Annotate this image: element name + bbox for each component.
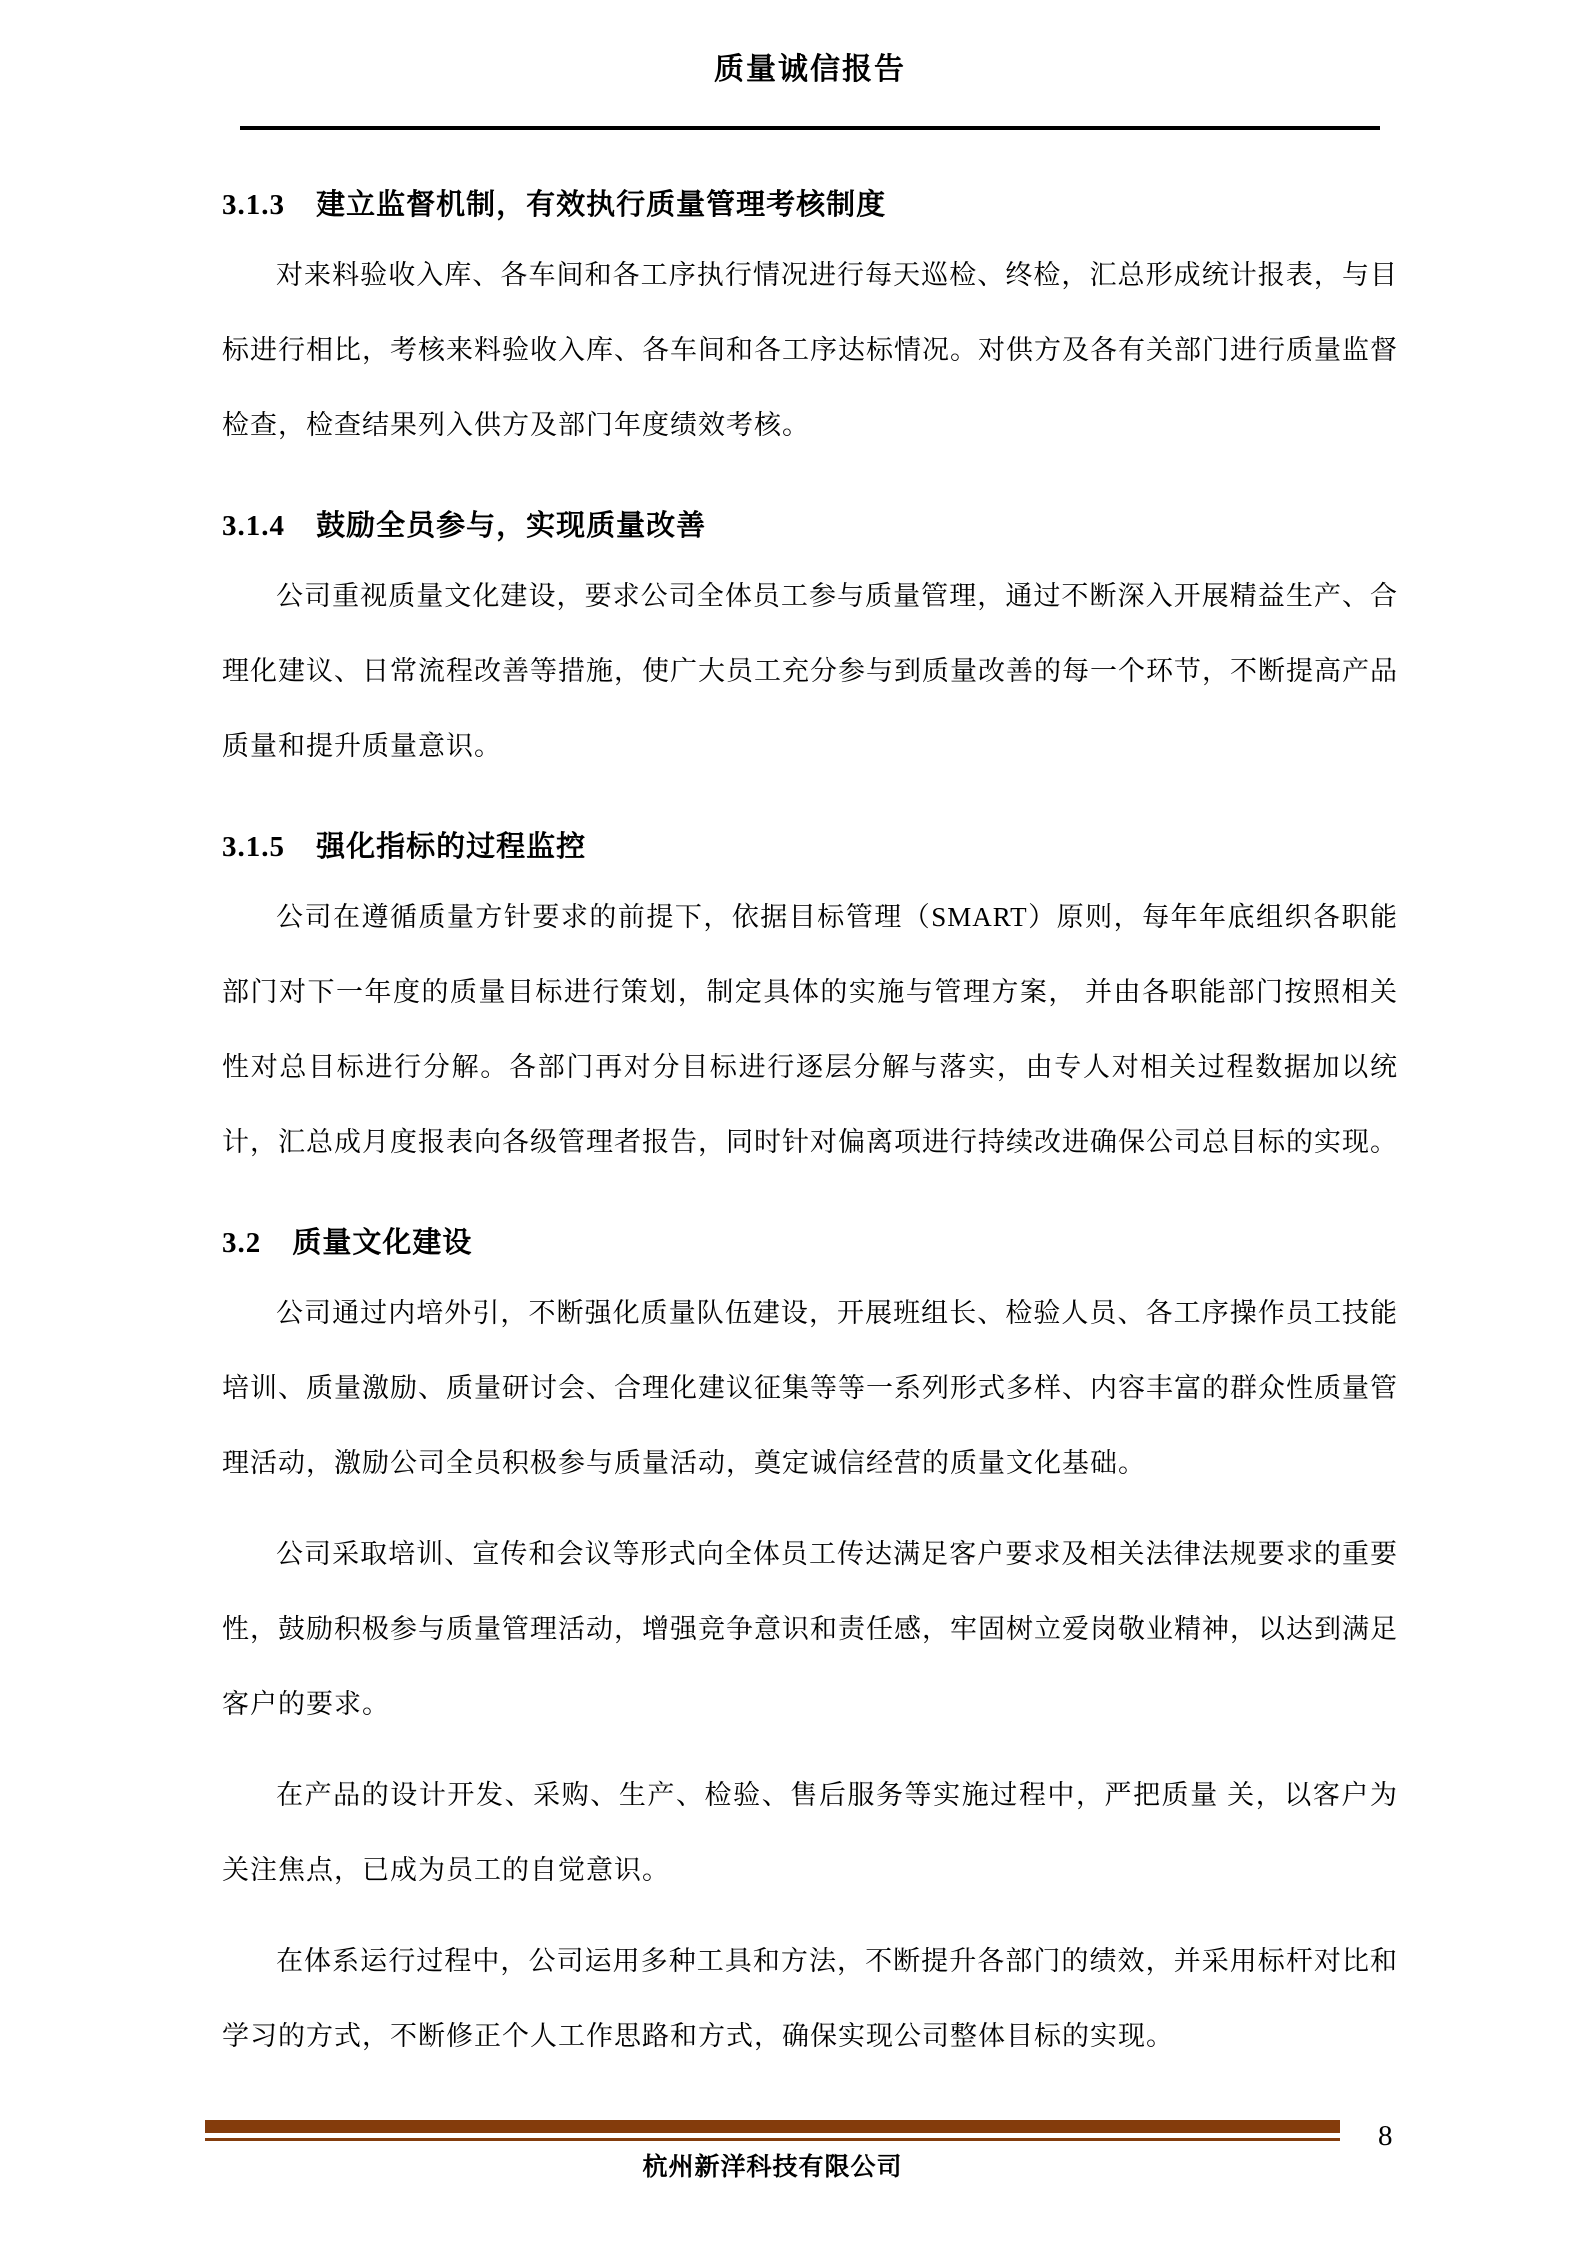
- paragraph: 在体系运行过程中，公司运用多种工具和方法，不断提升各部门的绩效，并采用标杆对比和学习的方式，不断修正个人工作思路和方式，确保实现公司整体目标的实现。: [222, 1946, 1398, 2051]
- section-number: 3.2: [222, 1227, 262, 1259]
- footer-company-name: 杭州新洋科技有限公司: [642, 2153, 903, 2181]
- page-footer: [0, 2112, 1588, 2245]
- page-content: [0, 50, 1588, 2074]
- header-divider: [240, 126, 1380, 130]
- paragraph: 公司重视质量文化建设，要求公司全体员工参与质量管理，通过不断深入开展精益生产、合理化建议、日常流程改善等措施，使广大员工充分参与到质量改善的每一个环节，不断提高产品质量和提升质量意识。: [222, 581, 1398, 761]
- page-header-title: 质量诚信报告: [714, 53, 906, 86]
- section-title: 鼓励全员参与，实现质量改善: [316, 510, 707, 542]
- section-number: 3.1.4: [222, 510, 285, 542]
- paragraph: 公司通过内培外引，不断强化质量队伍建设，开展班组长、检验人员、各工序操作员工技能培训、质量激励、质量研讨会、合理化建议征集等等一系列形式多样、内容丰富的群众性质量管理活动，激励公司全员积极参与质量活动，奠定诚信经营的质量文化基础。: [222, 1298, 1398, 1478]
- footer-accent-bar: [205, 2120, 1340, 2133]
- paragraph: 对来料验收入库、各车间和各工序执行情况进行每天巡检、终检，汇总形成统计报表，与目标进行相比，考核来料验收入库、各车间和各工序达标情况。对供方及各有关部门进行质量监督检查，检查结果列入供方及部门年度绩效考核。: [222, 260, 1398, 440]
- section-heading-3-1-4: [222, 509, 1398, 543]
- section-number: 3.1.5: [222, 831, 285, 863]
- section-heading-3-1-5: [222, 830, 1398, 864]
- section-title: 质量文化建设: [292, 1227, 473, 1259]
- section-heading-3-1-3: [222, 188, 1398, 222]
- section-title: 强化指标的过程监控: [316, 831, 587, 863]
- footer-accent-thin-line: [205, 2138, 1340, 2141]
- paragraph: 公司采取培训、宣传和会议等形式向全体员工传达满足客户要求及相关法律法规要求的重要性，鼓励积极参与质量管理活动，增强竞争意识和责任感，牢固树立爱岗敬业精神，以达到满足客户的要求。: [222, 1539, 1398, 1719]
- paragraph: 公司在遵循质量方针要求的前提下，依据目标管理（SMART）原则，每年年底组织各职能部门对下一年度的质量目标进行策划，制定具体的实施与管理方案， 并由各职能部门按照相关性对总目标进行分解。各部门再对分目标进行逐层分解与落实，由专人对相关过程数据加以统计，汇总成月度报表向各级管理者报告，同时针对偏离项进行持续改进确保公司总目标的实现。: [222, 902, 1398, 1157]
- section-heading-3-2: [222, 1226, 1398, 1260]
- page-number: 8: [1378, 2120, 1393, 2152]
- paragraph: 在产品的设计开发、采购、生产、检验、售后服务等实施过程中，严把质量 关，以客户为关注焦点，已成为员工的自觉意识。: [222, 1780, 1398, 1885]
- section-number: 3.1.3: [222, 189, 285, 221]
- section-title: 建立监督机制，有效执行质量管理考核制度: [316, 189, 887, 221]
